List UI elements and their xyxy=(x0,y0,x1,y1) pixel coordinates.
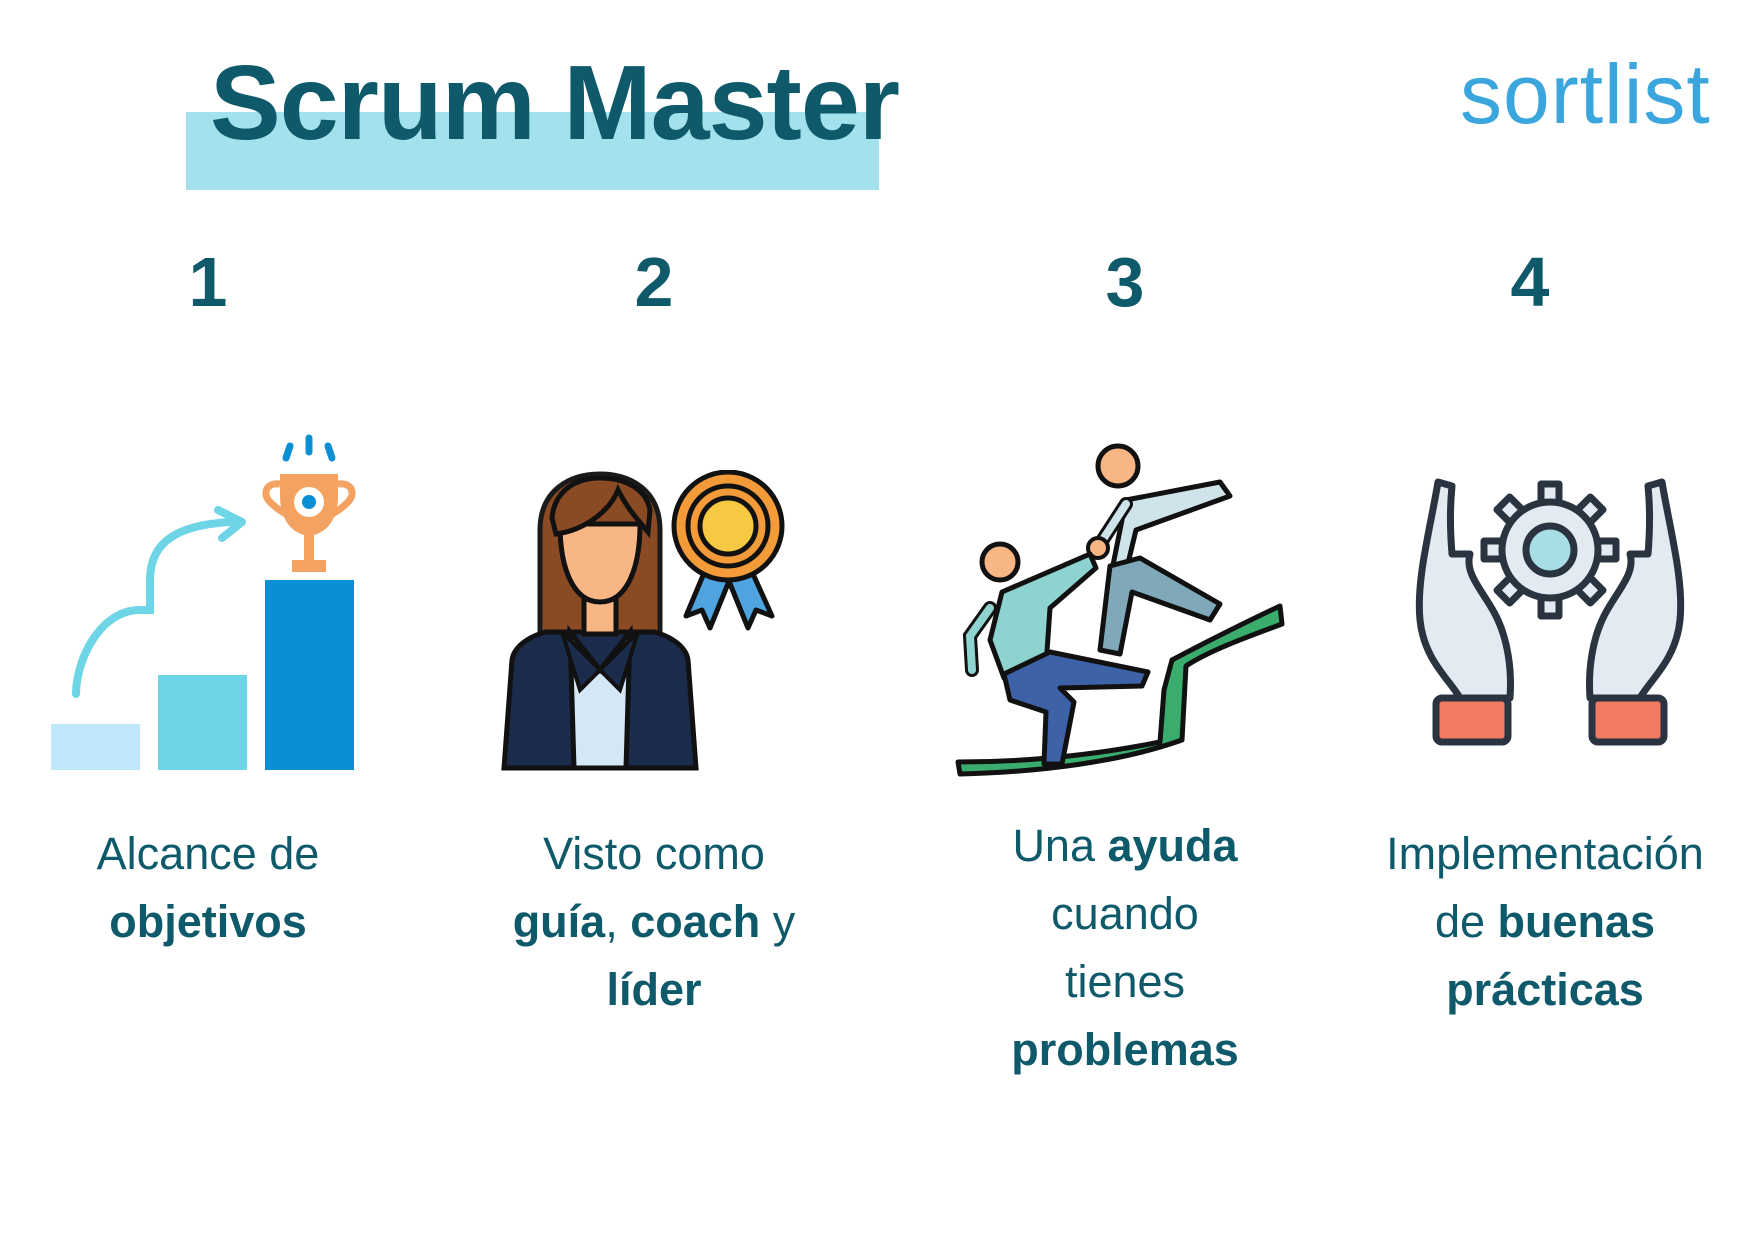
caption-line xyxy=(1350,888,1740,956)
caption-text: y xyxy=(760,896,796,947)
step-number-4: 4 xyxy=(1510,243,1550,321)
caption-line xyxy=(1350,956,1740,1024)
caption-text: Visto como xyxy=(543,828,765,879)
caption-text: Alcance de xyxy=(96,828,320,879)
caption-line xyxy=(945,812,1305,880)
caption-bold-text: líder xyxy=(606,964,702,1015)
caption-4 xyxy=(1350,820,1740,1024)
caption-2 xyxy=(474,820,834,1024)
caption-bold-text: problemas xyxy=(1011,1024,1239,1075)
brand-logo: sortlist xyxy=(1460,47,1711,141)
caption-bold-text: ayuda xyxy=(1107,820,1238,871)
caption-bold-text: objetivos xyxy=(109,896,307,947)
caption-text: , xyxy=(605,896,631,947)
caption-line xyxy=(474,888,834,956)
caption-line xyxy=(28,820,388,888)
caption-bold-text: guía xyxy=(512,896,606,947)
helping-hand-climb-icon xyxy=(950,440,1290,780)
caption-bold-text: buenas xyxy=(1497,896,1656,947)
caption-bold-text: prácticas xyxy=(1446,964,1644,1015)
caption-line xyxy=(474,820,834,888)
caption-line xyxy=(474,956,834,1024)
caption-line xyxy=(945,948,1305,1016)
businesswoman-award-icon xyxy=(500,470,830,780)
caption-bold-text: coach xyxy=(630,896,761,947)
caption-text: Una xyxy=(1012,820,1108,871)
caption-3 xyxy=(945,812,1305,1084)
caption-line xyxy=(1350,820,1740,888)
hands-gear-icon xyxy=(1400,470,1700,760)
caption-line xyxy=(28,888,388,956)
caption-text: tienes xyxy=(1064,956,1186,1007)
step-number-1: 1 xyxy=(188,243,228,321)
podium-trophy-icon xyxy=(40,430,370,770)
step-number-2: 2 xyxy=(634,243,674,321)
caption-line xyxy=(945,880,1305,948)
caption-text: de xyxy=(1434,896,1498,947)
page-title: Scrum Master xyxy=(210,44,900,162)
caption-1 xyxy=(28,820,388,956)
step-number-3: 3 xyxy=(1105,243,1145,321)
caption-text: Implementación xyxy=(1386,828,1704,879)
caption-text: cuando xyxy=(1051,888,1199,939)
caption-line xyxy=(945,1016,1305,1084)
